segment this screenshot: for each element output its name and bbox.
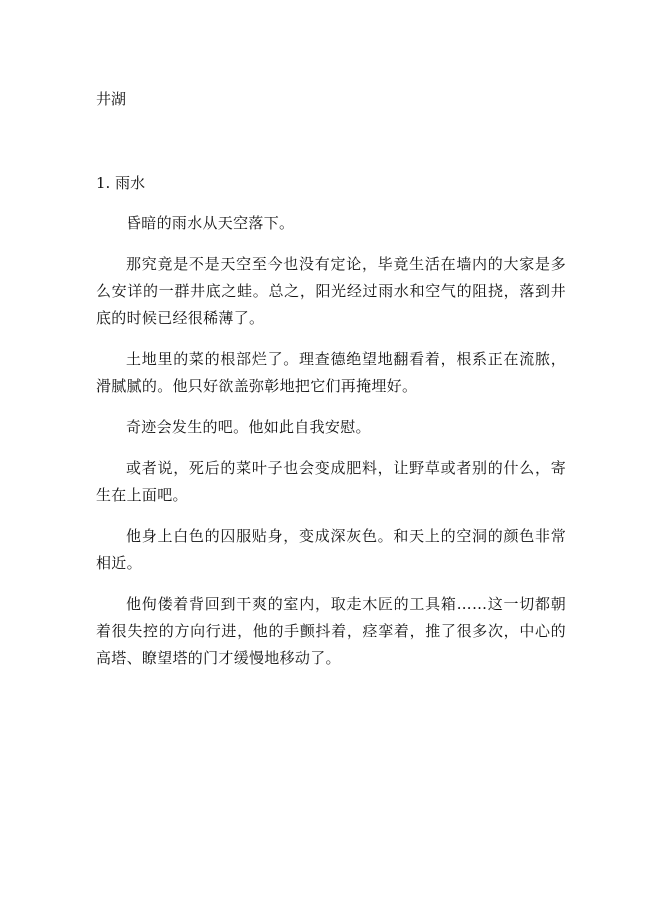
section-heading: 1. 雨水 (96, 174, 146, 192)
paragraph: 昏暗的雨水从天空落下。 (126, 214, 295, 232)
paragraph: 那究竟是不是天空至今也没有定论，毕竟生活在墙内的大家是多么安详的一群井底之蛙。总之，阳光经过雨水和空气的阻挠，落到井底的时候已经很稀薄了。 (96, 255, 566, 327)
section-body (96, 210, 566, 686)
paragraph: 土地里的菜的根部烂了。理查德绝望地翻看着，根系正在流脓，滑腻腻的。他只好欲盖弥彰地把它们再掩埋好。 (96, 350, 566, 395)
paragraph: 奇迹会发生的吧。他如此自我安慰。 (126, 418, 371, 436)
paragraph: 他身上白色的囚服贴身，变成深灰色。和天上的空洞的颜色非常相近。 (96, 527, 566, 572)
paragraph: 或者说，死后的菜叶子也会变成肥料，让野草或者别的什么，寄生在上面吧。 (96, 459, 566, 504)
paragraph: 他佝偻着背回到干爽的室内，取走木匠的工具箱……这一切都朝着很失控的方向行进，他的手颤抖着，痉挛着，推了很多次，中心的高塔、瞭望塔的门才缓慢地移动了。 (96, 595, 566, 667)
document-title: 井湖 (96, 90, 127, 108)
